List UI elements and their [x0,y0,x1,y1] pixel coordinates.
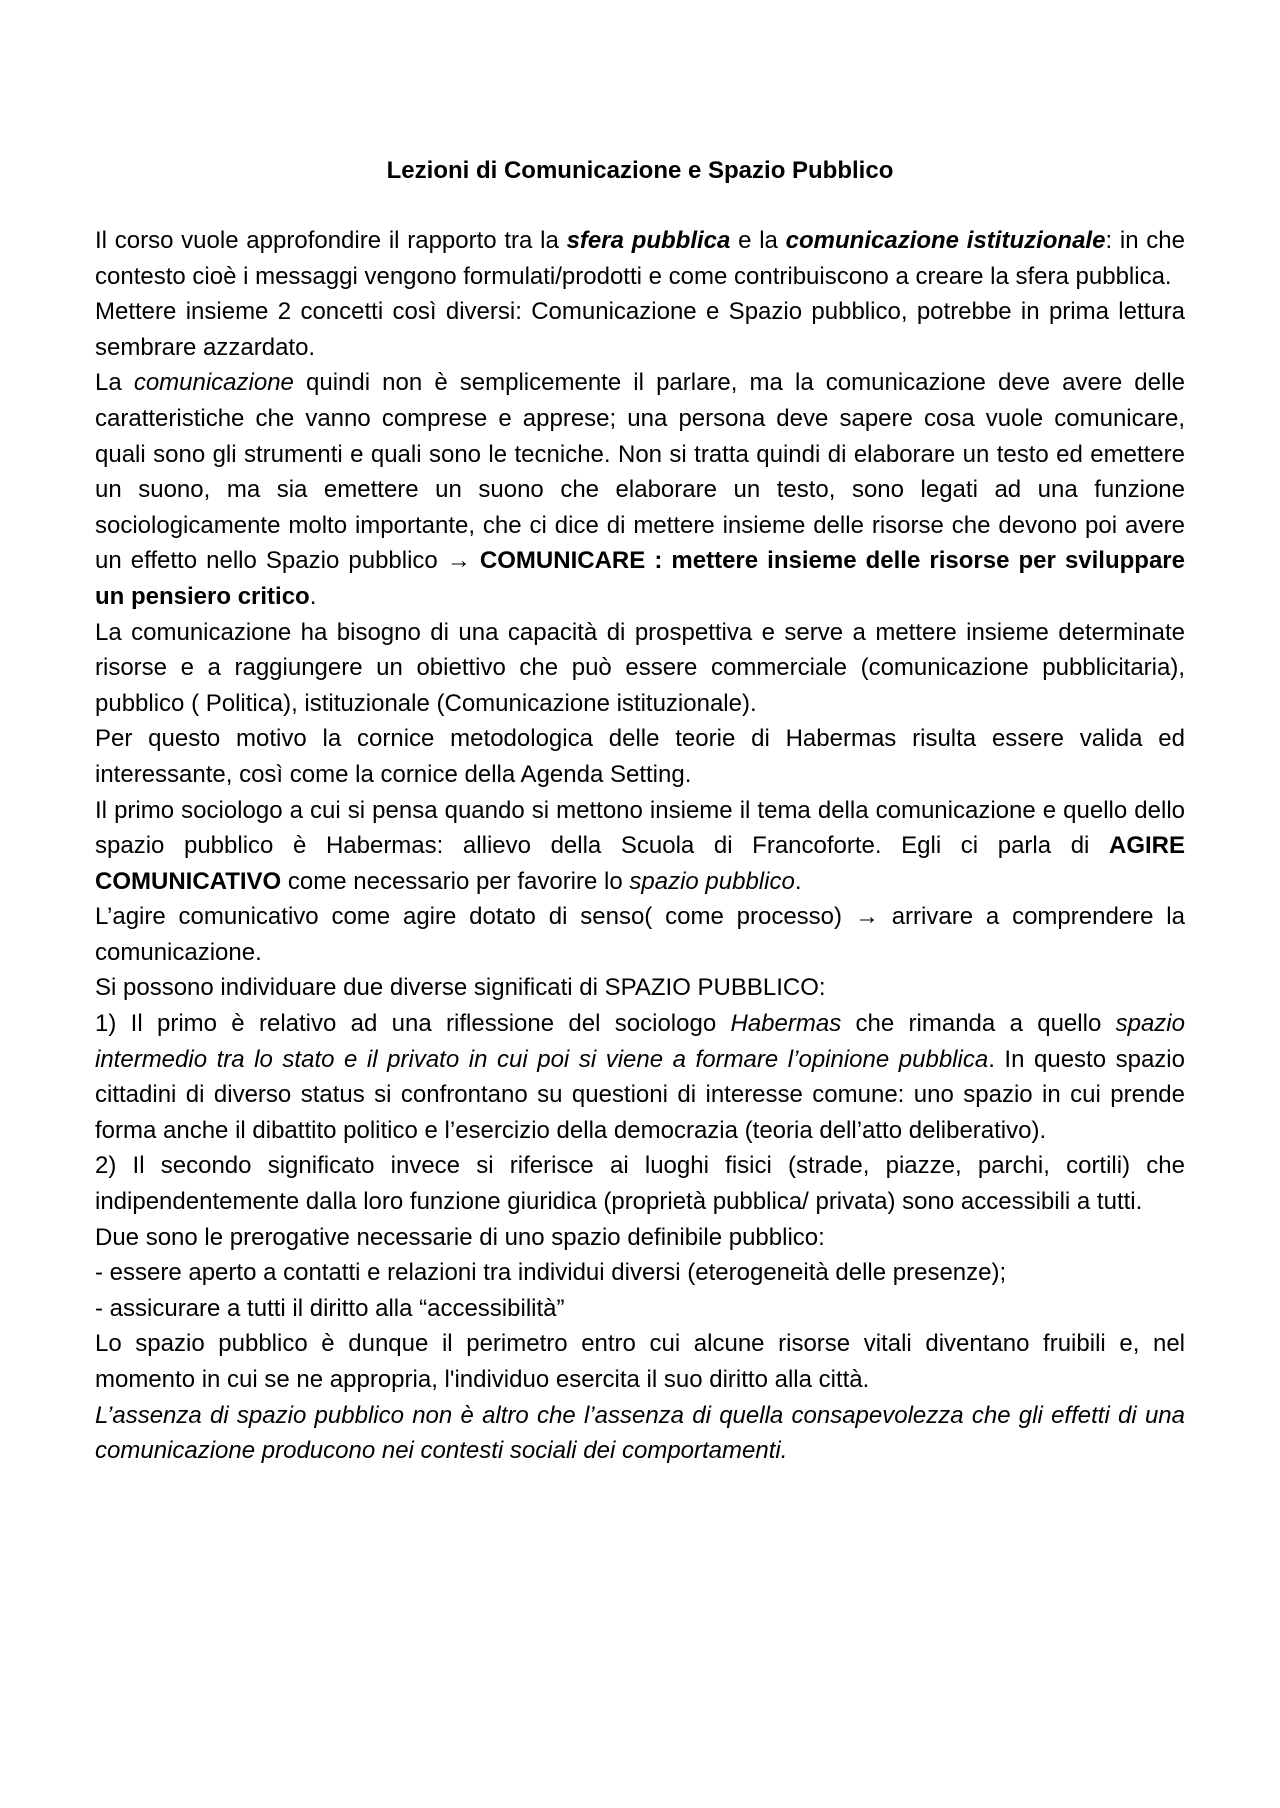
paragraph-comunicazione: La comunicazione quindi non è semplicemente il parlare, ma la comunicazione deve avere delle caratteristiche che vanno comprese e apprese; una persona deve sapere cosa vuole comunicare, quali sono gli strumenti e quali sono le tecniche. Non si tratta quindi di elaborare un testo ed emettere un suono, ma sia emettere un suono che elaborare un testo, sono legati ad una funzione sociologicamente molto importante, che ci dice di mettere insieme delle risorse che devono poi avere un effetto nello Spazio pubblico → COMUNICARE : mettere insieme delle risorse per sviluppare un pensiero critico. [95,369,1185,610]
paragraph-prerogative: Due sono le prerogative necessarie di uno spazio definibile pubblico: [95,1223,825,1251]
term-sfera-pubblica: sfera pubblica [566,227,731,254]
list-item-accessibilita: - assicurare a tutti il diritto alla “accessibilità” [95,1294,565,1322]
paragraph-perimetro: Lo spazio pubblico è dunque il perimetro entro cui alcune risorse vitali diventano fruibili e, nel momento in cui se ne appropria, l'individuo esercita il suo diritto alla città. [95,1330,1185,1393]
paragraph-second-meaning: 2) Il secondo significato invece si riferisce ai luoghi fisici (strade, piazze, parchi, cortili) che indipendentemente dalla loro funzione giuridica (proprietà pubblica/ privata) sono accessibili a tutti. [95,1152,1185,1216]
term-spazio-pubblico: spazio pubblico [629,867,795,895]
paragraph-concepts: Mettere insieme 2 concetti così diversi: Comunicazione e Spazio pubblico, potrebbe in prima lettura sembrare azzardato. [95,298,1185,361]
paragraph-prospettiva: La comunicazione ha bisogno di una capacità di prospettiva e serve a mettere insieme determinate risorse e a raggiungere un obiettivo che può essere commerciale (comunicazione pubblicitaria), pubblico ( Politica), istituzionale (Comunicazione istituzionale). [95,618,1185,717]
document-title: Lezioni di Comunicazione e Spazio Pubblico [386,157,894,184]
term-comunicazione-istituzionale: comunicazione istituzionale [785,227,1106,254]
paragraph-conclusion: L’assenza di spazio pubblico non è altro che l’assenza di quella consapevolezza che gli effetti di una comunicazione producono nei contesti sociali dei comportamenti. [95,1401,1185,1465]
list-item-eterogeneita: - essere aperto a contatti e relazioni tra individui diversi (eterogeneità delle presenze); [95,1259,1007,1287]
paragraph-significati: Si possono individuare due diverse significati di SPAZIO PUBBLICO: [95,974,826,1002]
term-comunicazione: comunicazione [133,369,294,397]
paragraph-intro: Il corso vuole approfondire il rapporto tra la sfera pubblica e la comunicazione istituzionale: in che contesto cioè i messaggi vengono formulati/prodotti e come contribuiscono a creare la sfera pubblica. [95,227,1185,290]
paragraph-habermas: Il primo sociologo a cui si pensa quando si mettono insieme il tema della comunicazione e quello dello spazio pubblico è Habermas: allievo della Scuola di Francoforte. Egli ci parla di AGIRE COMUNICATIVO come necessario per favorire lo spazio pubblico. [95,796,1185,895]
paragraph-agire: L’agire comunicativo come agire dotato di senso( come processo) → arrivare a comprendere la comunicazione. [95,903,1185,966]
document-body [95,223,1185,1469]
term-agire-comunicativo: AGIRE COMUNICATIVO [95,832,1185,895]
paragraph-first-meaning: 1) Il primo è relativo ad una riflessione del sociologo Habermas che rimanda a quello spazio intermedio tra lo stato e il privato in cui poi si viene a formare l’opinione pubblica. In questo spazio cittadini di diverso status si confrontano su questioni di interesse comune: uno spazio in cui prende forma anche il dibattito politico e l’esercizio della democrazia (teoria dell’atto deliberativo). [95,1010,1185,1144]
term-habermas: Habermas [730,1010,842,1038]
definition-comunicare: COMUNICARE : mettere insieme delle risorse per sviluppare un pensiero critico [95,547,1185,610]
paragraph-habermas-frame: Per questo motivo la cornice metodologica delle teorie di Habermas risulta essere valida ed interessante, così come la cornice della Agenda Setting. [95,725,1185,788]
definition-spazio-intermedio: spazio intermedio tra lo stato e il privato in cui poi si viene a formare l’opinione pubblica [95,1010,1185,1073]
